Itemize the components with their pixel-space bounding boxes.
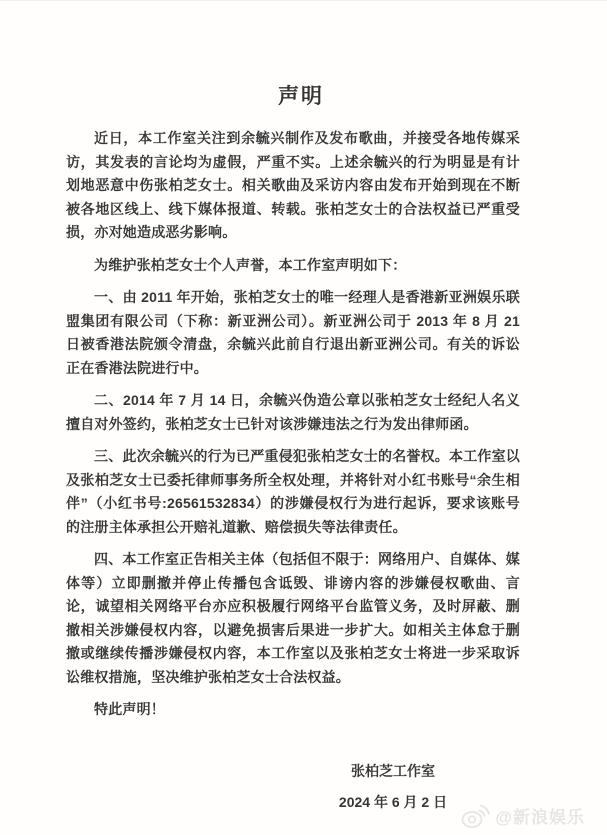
statement-closing: 特此声明！ — [94, 701, 165, 717]
statement-paragraph-item-4: 四、本工作室正告相关主体（包括但不限于：网络用户、自媒体、媒体等）立即删撤并停止传播包含诋毁、诽谤内容的涉嫌侵权歌曲、言论，诚望相关网络平台亦应积极履行网络平台监管义务，及时屏蔽、删撤相关涉嫌侵权内容，以避免损害后果进一步扩大。如相关主体怠于删撤或继续传播涉嫌侵权内容，本工作室以及张柏芝女士将进一步采取诉讼维权措施，坚决维护张柏芝女士合法权益。 — [66, 551, 520, 685]
statement-paragraph-intro: 近日，本工作室关注到余毓兴制作及发布歌曲，并接受各地传媒采访，其发表的言论均为虚假，严重不实。上述余毓兴的行为明显是有计划地恶意中伤张柏芝女士。相关歌曲及采访内容由发布开始到现在不断被各地区线上、线下媒体报道、转载。张柏芝女士的合法权益已严重受损，亦对她造成恶劣影响。 — [66, 130, 520, 240]
signature: 张柏芝工作室 — [351, 762, 435, 779]
watermark — [460, 801, 585, 829]
statement-paragraph-item-1: 一、由 2011 年开始，张柏芝女士的唯一经理人是香港新亚洲娱乐联盟集团有限公司（下称：新亚洲公司）。新亚洲公司于 2013 年 8 月 21 日被香港法院颁令清盘，余毓兴此前自行退出新亚洲公司。有关的诉讼正在香港法院进行中。 — [66, 289, 520, 376]
document-title: 声明 — [278, 85, 324, 108]
statement-paragraph-item-3: 三、此次余毓兴的行为已严重侵犯张柏芝女士的名誉权。本工作室以及张柏芝女士已委托律师事务所全权处理，并将针对小红书账号“余生相伴”（小红书号:26561532834）的涉嫌侵权行为进行起诉，要求该账号的注册主体承担公开赔礼道歉、赔偿损失等法律责任。 — [66, 448, 520, 535]
statement-paragraph-item-2: 二、2014 年 7 月 14 日，余毓兴伪造公章以张柏芝女士经纪人名义擅自对外签约，张柏芝女士已针对该涉嫌违法之行为发出律师函。 — [66, 392, 520, 432]
watermark-label: @新浪娱乐 — [495, 807, 585, 827]
weibo-icon — [460, 801, 490, 829]
statement-date: 2024 年 6 月 2 日 — [338, 794, 448, 810]
statement-paragraph-lead: 为维护张柏芝女士个人声誉，本工作室声明如下： — [94, 256, 407, 273]
